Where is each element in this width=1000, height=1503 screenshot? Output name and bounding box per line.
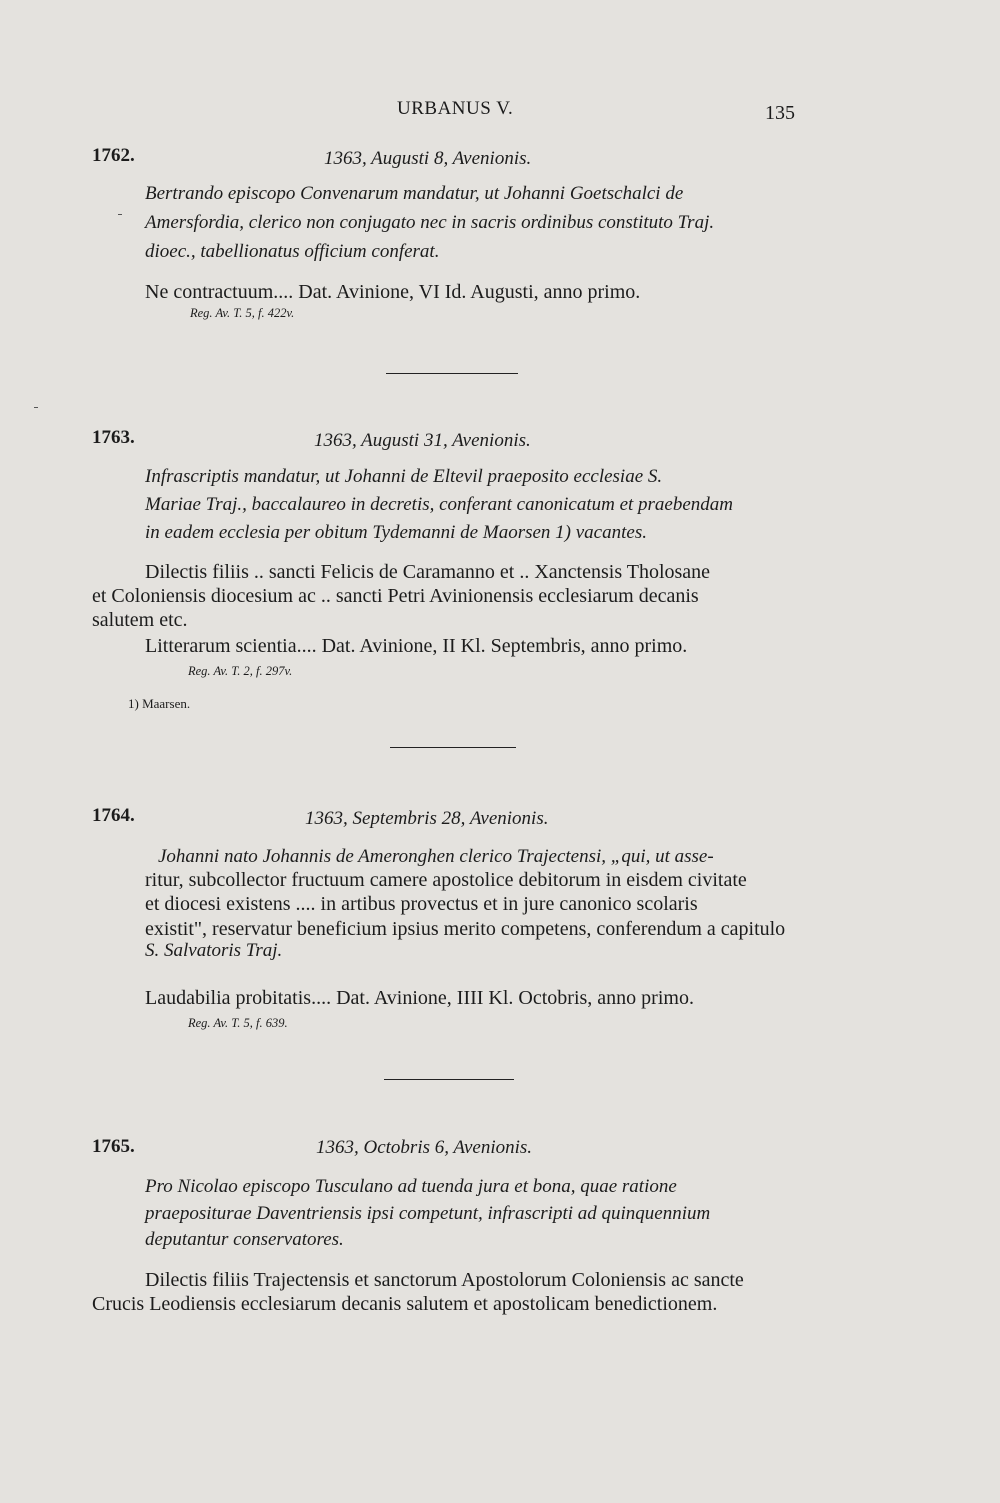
footnote: 1) Maarsen. (128, 696, 191, 711)
separator-rule (384, 1079, 514, 1080)
entry-text-line: ritur, subcollector fructuum camere apostolice debitorum in eisdem civitate (145, 869, 747, 891)
entry-number: 1763. (92, 427, 135, 448)
separator-rule (386, 373, 518, 374)
entry-date: 1363, Augusti 8, Avenionis. (324, 148, 532, 169)
entry-number: 1764. (92, 805, 135, 826)
entry-summary-line: dioec., tabellionatus officium conferat. (145, 241, 440, 262)
entry-text-line: Laudabilia probitatis.... Dat. Avinione, IIII Kl. Octobris, anno primo. (145, 987, 694, 1009)
margin-mark (118, 214, 122, 215)
entry-text-line: Crucis Leodiensis ecclesiarum decanis salutem et apostolicam benedictionem. (92, 1293, 718, 1315)
entry-text-line: et diocesi existens .... in artibus provectus et in jure canonico scolaris (145, 893, 698, 915)
running-title: URBANUS V. (397, 98, 514, 119)
entry-number: 1765. (92, 1136, 135, 1157)
entry-text-line: salutem etc. (92, 609, 188, 631)
entry-text-line: existit", reservatur beneficium ipsius merito competens, conferendum a capitulo (145, 918, 786, 940)
entry-summary-line: Infrascriptis mandatur, ut Johanni de Eltevil praeposito ecclesiae S. (145, 466, 663, 487)
entry-number: 1762. (92, 145, 135, 166)
entry-summary-line: Amersfordia, clerico non conjugato nec in sacris ordinibus constituto Traj. (145, 212, 715, 233)
entry-summary-line: praepositurae Daventriensis ipsi competunt, infrascripti ad quinquennium (145, 1203, 711, 1224)
page-number: 135 (765, 102, 795, 124)
register-reference: Reg. Av. T. 5, f. 639. (188, 1016, 288, 1030)
entry-text-line: Dilectis filiis Trajectensis et sanctorum Apostolorum Coloniensis ac sancte (145, 1269, 744, 1291)
register-reference: Reg. Av. T. 2, f. 297v. (188, 664, 293, 678)
margin-mark (34, 407, 38, 408)
entry-summary-line: Bertrando episcopo Convenarum mandatur, ut Johanni Goetschalci de (145, 183, 684, 204)
entry-text-line: S. Salvatoris Traj. (145, 940, 283, 961)
entry-date: 1363, Augusti 31, Avenionis. (314, 430, 531, 451)
entry-text-line: Ne contractuum.... Dat. Avinione, VI Id. Augusti, anno primo. (145, 281, 641, 303)
entry-text-line: et Coloniensis diocesium ac .. sancti Petri Avinionensis ecclesiarum decanis (92, 585, 699, 607)
entry-summary-line: Pro Nicolao episcopo Tusculano ad tuenda jura et bona, quae ratione (145, 1176, 677, 1197)
entry-text-line: Dilectis filiis .. sancti Felicis de Caramanno et .. Xanctensis Tholosane (145, 561, 711, 583)
entry-summary-line: Mariae Traj., baccalaureo in decretis, conferant canonicatum et praebendam (145, 494, 734, 515)
separator-rule (390, 747, 516, 748)
entry-summary-line: deputantur conservatores. (145, 1229, 344, 1250)
entry-date: 1363, Septembris 28, Avenionis. (305, 808, 549, 829)
entry-date: 1363, Octobris 6, Avenionis. (316, 1137, 533, 1158)
register-reference: Reg. Av. T. 5, f. 422v. (190, 306, 295, 320)
entry-text-line: Litterarum scientia.... Dat. Avinione, II Kl. Septembris, anno primo. (145, 635, 688, 657)
entry-text-line: Johanni nato Johannis de Ameronghen clerico Trajectensi, „qui, ut asse- (158, 846, 714, 867)
entry-summary-line: in eadem ecclesia per obitum Tydemanni de Maorsen 1) vacantes. (145, 522, 647, 543)
